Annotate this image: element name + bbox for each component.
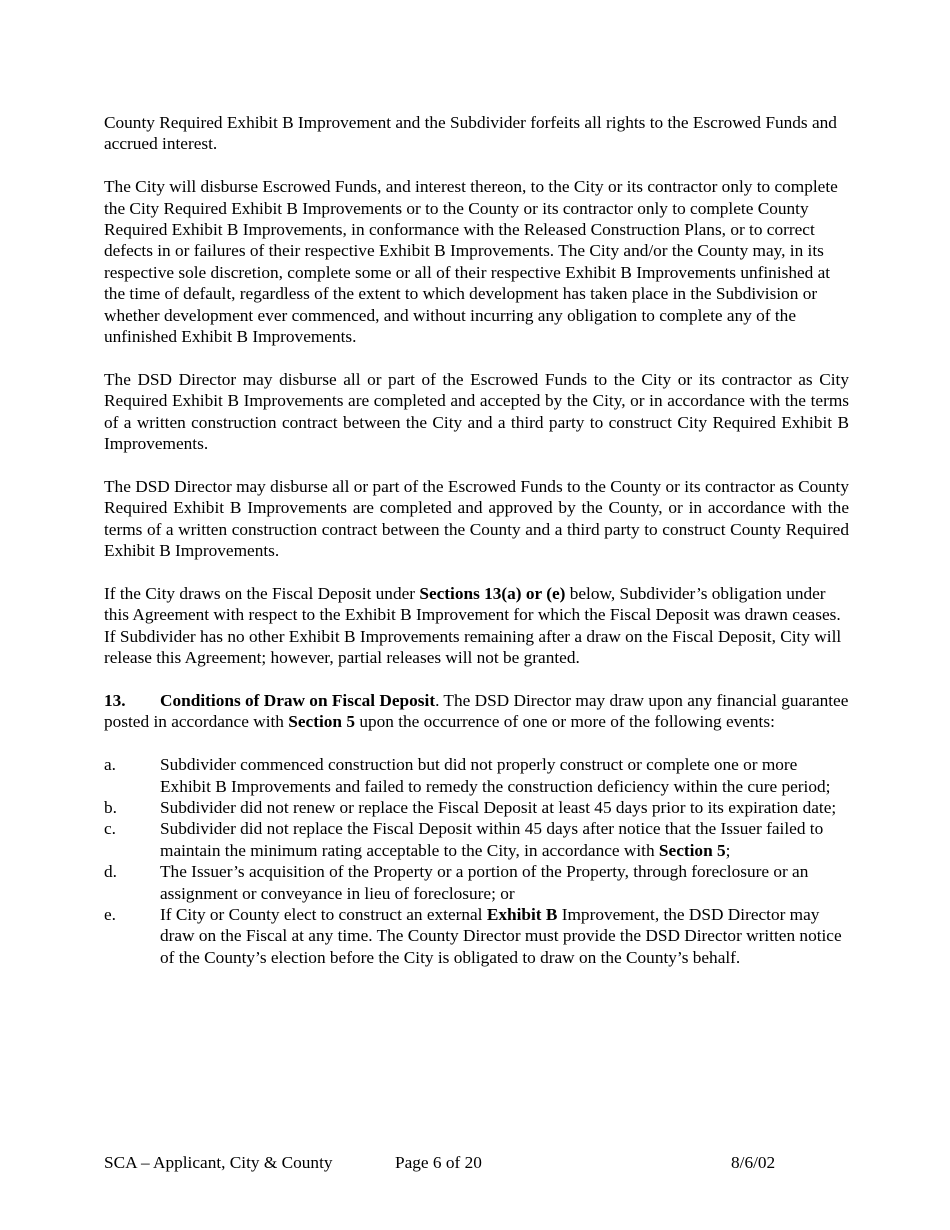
list-item-c bbox=[104, 818, 849, 861]
list-item-d bbox=[104, 861, 849, 904]
footer-document-title: SCA – Applicant, City & County bbox=[104, 1153, 333, 1172]
list-item-letter: c. bbox=[104, 819, 116, 839]
list-item-letter: a. bbox=[104, 755, 116, 775]
section-13-number: 13. bbox=[104, 690, 126, 710]
paragraph-disburse-escrow: The City will disburse Escrowed Funds, and interest thereon, to the City or its contractor only to complete the City Required Exhibit B Improvements or to the County or its contractor only to complete County Required Exhibit B Improvements, in conformance with the Released Construction Plans, or to correct defects in or failures of their respective Exhibit B Improvements. The City and/or the County may, in its respective sole discretion, complete some or all of their respective Exhibit B Improvements unfinished at the time of default, regardless of the extent to which development has taken place in the Subdivision or whether development ever commenced, and without incurring any obligation to complete any of the unfinished Exhibit B Improvements. bbox=[104, 177, 838, 347]
document-page bbox=[104, 112, 849, 968]
list-item-e bbox=[104, 904, 849, 968]
sections-13-reference: Sections 13(a) or (e) bbox=[419, 583, 566, 603]
section-13-text-a: . The DSD Director may draw upon any financial guarantee posted in accordance with bbox=[104, 690, 849, 732]
list-item-c-bold: Section 5 bbox=[658, 840, 726, 860]
paragraph-escrow-forfeit: County Required Exhibit B Improvement and the Subdivider forfeits all rights to the Escrowed Funds and accrued interest. bbox=[104, 113, 837, 154]
section-13-text-b: upon the occurrence of one or more of the following events: bbox=[355, 712, 775, 732]
list-item-letter: e. bbox=[104, 904, 116, 924]
list-item-c-text-a: Subdivider did not replace the Fiscal Deposit within 45 days after notice that the Issuer failed to maintain the minimum rating acceptable to the City, in accordance with bbox=[160, 819, 824, 860]
section-13-title: Conditions of Draw on Fiscal Deposit bbox=[160, 690, 436, 710]
list-item-text: The Issuer’s acquisition of the Property or a portion of the Property, through foreclosure or an assignment or conveyance in lieu of foreclosure; or bbox=[160, 862, 809, 903]
list-item-text bbox=[160, 818, 849, 861]
list-item-e-bold: Exhibit B bbox=[486, 904, 558, 924]
section-5-reference: Section 5 bbox=[288, 712, 355, 732]
paragraph-city-draws-text-a: If the City draws on the Fiscal Deposit under bbox=[104, 583, 420, 603]
list-item-e-text-a: If City or County elect to construct an external bbox=[160, 904, 487, 924]
list-item-a bbox=[104, 754, 849, 797]
footer-page-number: Page 6 of 20 bbox=[395, 1153, 482, 1172]
draw-conditions-list bbox=[104, 754, 849, 968]
list-item-c-text-b: ; bbox=[725, 840, 731, 860]
paragraph-dsd-disburse-city: The DSD Director may disburse all or part of the Escrowed Funds to the City or its contractor as City Required Exhibit B Improvements are completed and accepted by the City, or in accordance with the terms of a written construction contract between the City and a third party to construct City Required Exhibit B Improvements. bbox=[104, 369, 849, 454]
section-13-heading bbox=[104, 690, 849, 733]
footer-date: 8/6/02 bbox=[731, 1153, 776, 1172]
list-item-text bbox=[160, 904, 849, 968]
paragraph-city-draws bbox=[104, 583, 849, 669]
list-item-b bbox=[104, 797, 849, 818]
list-item-text: Subdivider did not renew or replace the Fiscal Deposit at least 45 days prior to its expiration date; bbox=[160, 797, 837, 817]
page-footer bbox=[104, 1152, 849, 1174]
list-item-letter: d. bbox=[104, 862, 117, 882]
list-item-text: Subdivider commenced construction but did not properly construct or complete one or more Exhibit B Improvements and failed to remedy the construction deficiency within the cure period; bbox=[160, 755, 831, 796]
paragraph-dsd-disburse-county: The DSD Director may disburse all or part of the Escrowed Funds to the County or its contractor as County Required Exhibit B Improvements are completed and approved by the County, or in accordance with the terms of a written construction contract between the County and a third party to construct County Required Exhibit B Improvements. bbox=[104, 476, 849, 561]
paragraph-city-draws-text-b: below, Subdivider’s obligation under this Agreement with respect to the Exhibit B Improvement for which the Fiscal Deposit was drawn ceases. If Subdivider has no other Exhibit B Improvements remaining after a draw on the Fiscal Deposit, City will release this Agreement; however, partial releases will not be granted. bbox=[104, 583, 842, 668]
list-item-letter: b. bbox=[104, 797, 117, 817]
list-item-e-text-b: Improvement, the DSD Director may draw on the Fiscal at any time. The County Director must provide the DSD Director written notice of the County’s election before the City is obligated to draw on the County’s behalf. bbox=[160, 904, 842, 967]
